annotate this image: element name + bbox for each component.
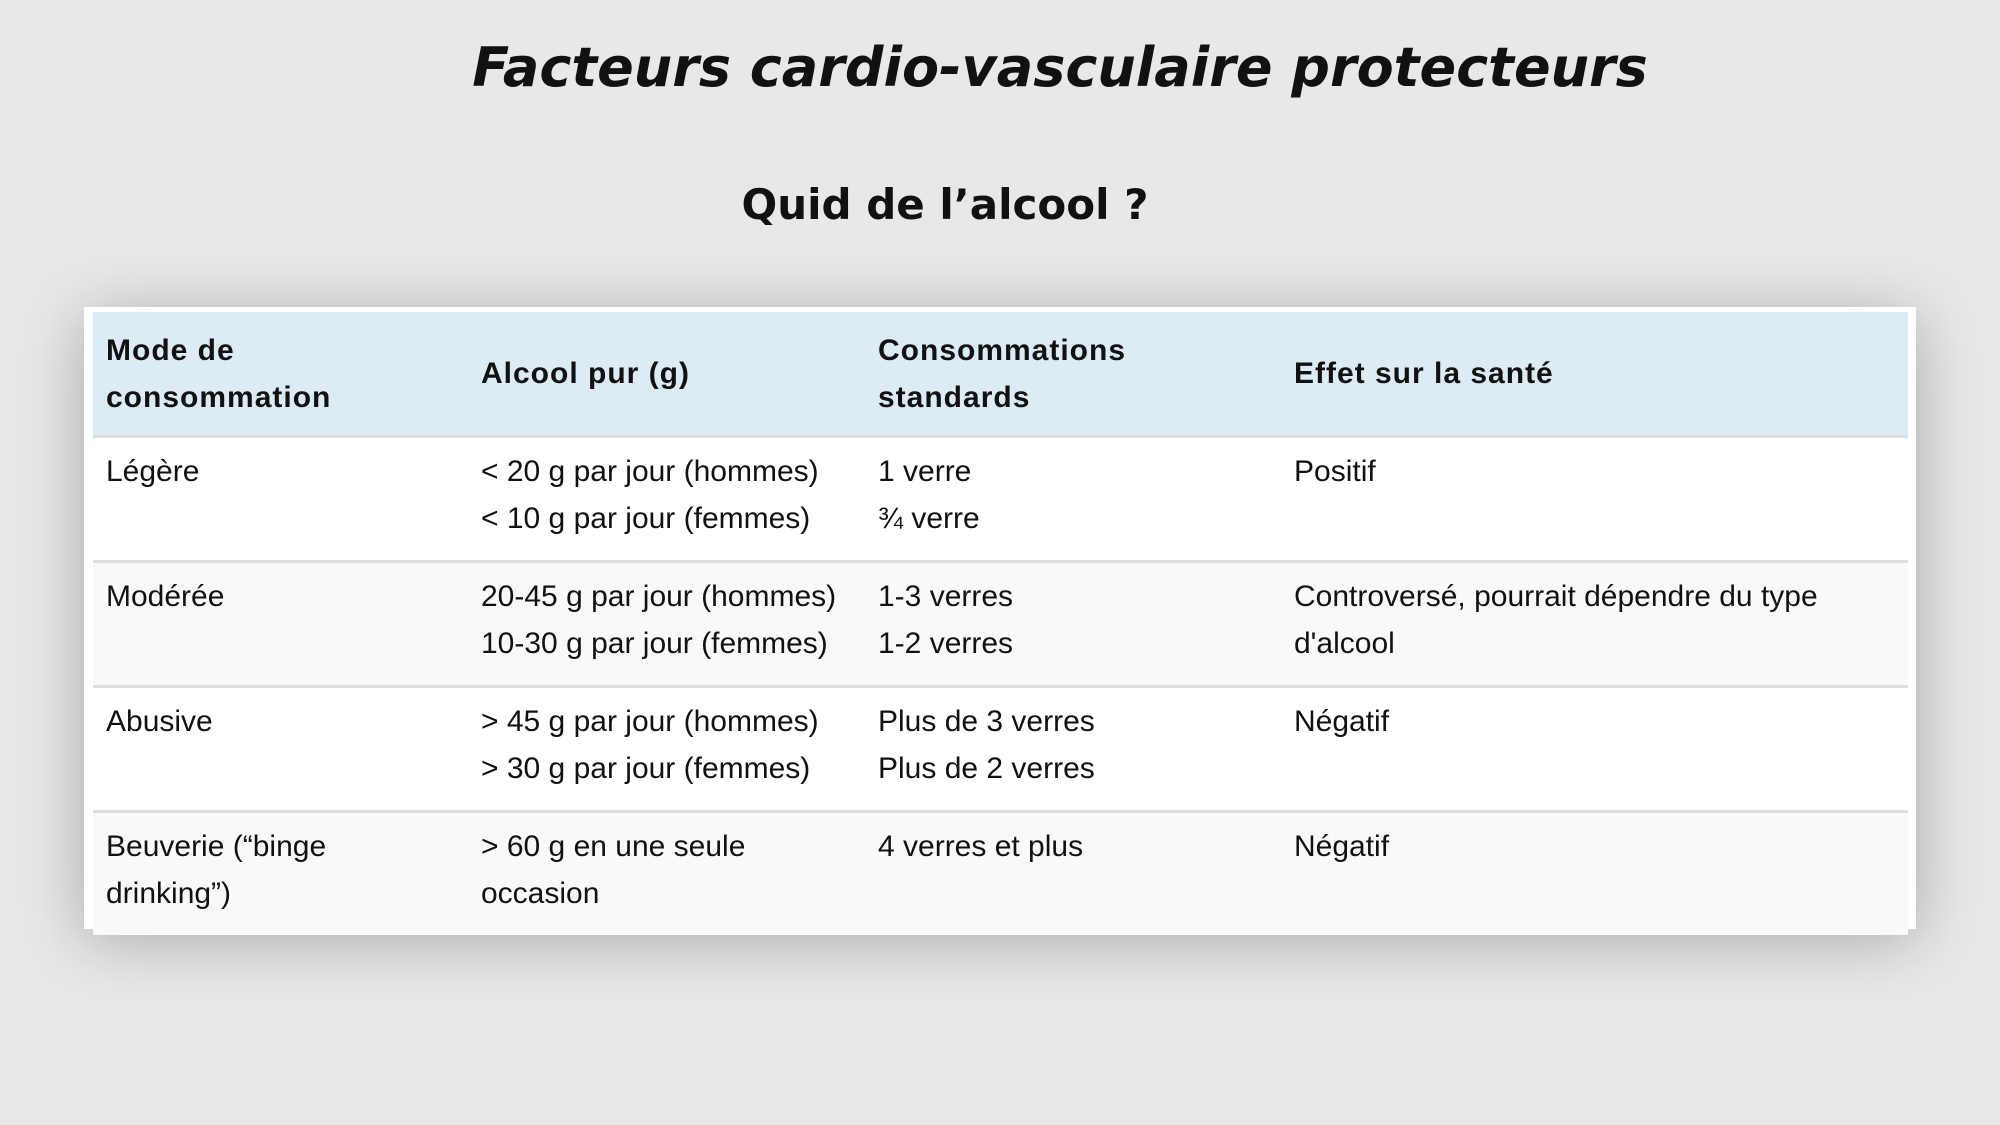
cell-consommations: Plus de 3 verres Plus de 2 verres [865, 687, 1281, 812]
header-consommations: Consommations standards [865, 312, 1281, 437]
cell-alcool: 20-45 g par jour (hommes) 10-30 g par jour (femmes) [468, 562, 865, 687]
slide-subtitle: Quid de l’alcool ? [741, 180, 1149, 229]
header-effet: Effet sur la santé [1281, 312, 1908, 437]
cell-mode: Modérée [93, 562, 468, 687]
header-mode: Mode de consommation [93, 312, 468, 437]
table-row [93, 812, 1908, 936]
cell-alcool: > 60 g en une seule occasion [468, 812, 865, 936]
cell-mode: Légère [93, 437, 468, 562]
table-header-row [93, 312, 1908, 437]
cell-consommations: 1 verre ¾ verre [865, 437, 1281, 562]
alcohol-consumption-table [93, 312, 1908, 935]
table-row [93, 562, 1908, 687]
cell-consommations: 4 verres et plus [865, 812, 1281, 936]
table-row [93, 437, 1908, 562]
cell-alcool: > 45 g par jour (hommes) > 30 g par jour (femmes) [468, 687, 865, 812]
cell-effet: Controversé, pourrait dépendre du type d'alcool [1281, 562, 1908, 687]
cell-effet: Négatif [1281, 687, 1908, 812]
cell-mode: Beuverie (“binge drinking”) [93, 812, 468, 936]
cell-consommations: 1-3 verres 1-2 verres [865, 562, 1281, 687]
cell-mode: Abusive [93, 687, 468, 812]
header-alcool: Alcool pur (g) [468, 312, 865, 437]
cell-effet: Positif [1281, 437, 1908, 562]
slide-title: Facteurs cardio-vasculaire protecteurs [472, 36, 1648, 99]
cell-alcool: < 20 g par jour (hommes) < 10 g par jour (femmes) [468, 437, 865, 562]
alcohol-table-card [84, 307, 1916, 929]
table-row [93, 687, 1908, 812]
cell-effet: Négatif [1281, 812, 1908, 936]
